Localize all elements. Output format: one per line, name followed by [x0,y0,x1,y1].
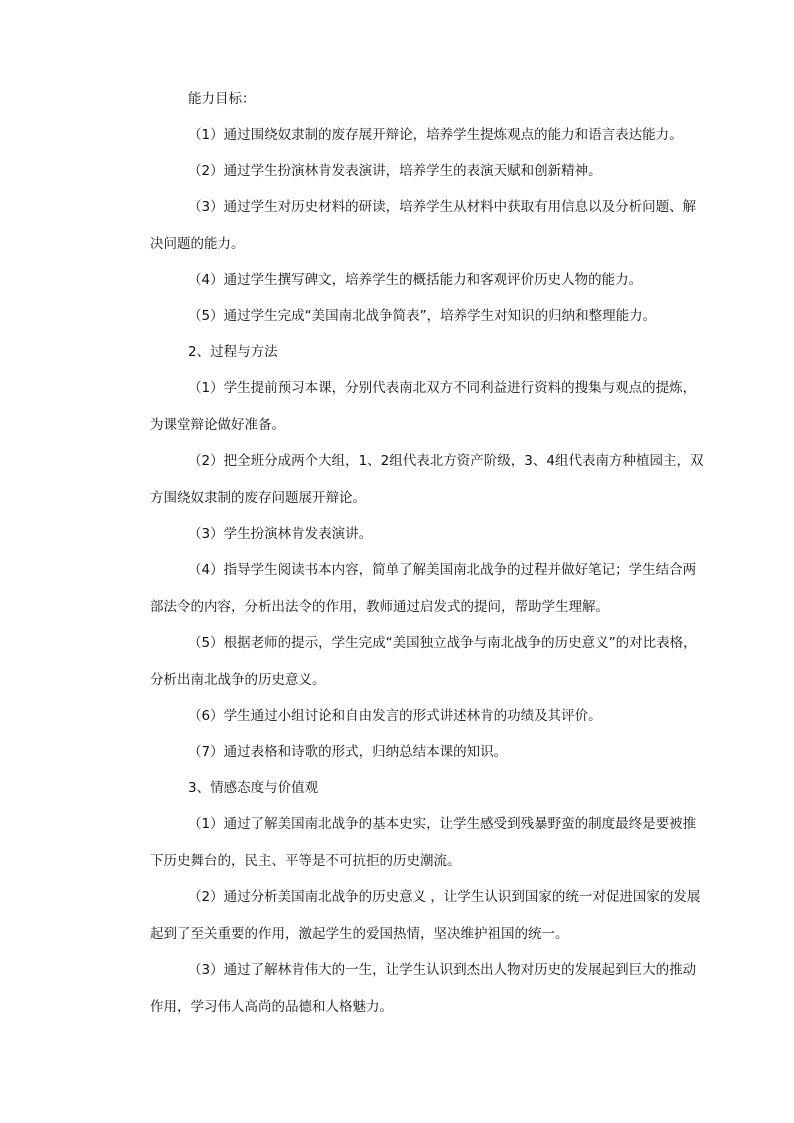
list-item [150,271,720,289]
section-heading: 2、过程与方法 [188,344,278,360]
list-item-continuation: 分析出南北战争的历史意义。 [150,672,326,688]
list-item-text: （1）通过围绕奴隶制的废存展开辩论，培养学生提炼观点的能力和语言表达能力。 [188,127,683,143]
section-heading: 能力目标： [188,91,256,107]
list-item [150,162,720,180]
list-item-text: （1）通过了解美国南北战争的基本史实，让学生感受到残暴野蛮的制度最终是要被推 [188,816,697,832]
list-item-continuation: 决问题的能力。 [150,236,245,252]
list-item [150,198,720,253]
list-item-text: （1）学生提前预习本课，分别代表南北双方不同利益进行资料的搜集与观点的提炼， [188,380,697,396]
list-item [150,307,720,325]
list-item-text: （5）通过学生完成“美国南北战争简表”，培养学生对知识的归纳和整理能力。 [188,308,657,324]
list-item-text: （2）通过学生扮演林肯发表演讲，培养学生的表演天赋和创新精神。 [188,163,602,179]
list-item-text: （3）通过了解林肯伟大的一生，让学生认识到杰出人物对历史的发展起到巨大的推动 [188,962,697,978]
list-item-text: （7）通过表格和诗歌的形式，归纳总结本课的知识。 [188,744,508,760]
list-item [150,743,720,761]
list-item-text: （4）通过学生撰写碑文，培养学生的概括能力和客观评价历史人物的能力。 [188,272,643,288]
list-item-continuation: 部法令的内容，分析出法令的作用，教师通过启发式的提问，帮助学生理解。 [150,599,609,615]
list-item [150,525,720,543]
list-item-text: （2）通过分析美国南北战争的历史意义 ，让学生认识到国家的统一对促进国家的发展 [188,889,701,905]
list-item [150,707,720,725]
list-item-text: （4）指导学生阅读书本内容，简单了解美国南北战争的过程并做好笔记；学生结合两 [188,562,697,578]
list-item [150,888,720,943]
list-item-text: （2）把全班分成两个大组，1、2组代表北方资产阶级，3、4组代表南方种植园主，双 [188,453,704,469]
list-item-continuation: 起到了至关重要的作用，激起学生的爱国热情，坚决维护祖国的统一。 [150,926,569,942]
list-item-text: （6）学生通过小组讨论和自由发言的形式讲述林肯的功绩及其评价。 [188,708,602,724]
list-item-continuation: 方围绕奴隶制的废存问题展开辩论。 [150,490,366,506]
list-item-text: （3）通过学生对历史材料的研读，培养学生从材料中获取有用信息以及分析问题、解 [188,199,697,215]
list-item-continuation: 作用，学习伟人高尚的品德和人格魅力。 [150,999,393,1015]
list-item-continuation: 下历史舞台的，民主、平等是不可抗拒的历史潮流。 [150,853,461,869]
list-item [150,126,720,144]
document-body [150,90,720,1034]
list-item [150,379,720,434]
list-item [150,961,720,1016]
list-item [150,815,720,870]
list-item [150,561,720,616]
list-item-text: （3）学生扮演林肯发表演讲。 [188,526,373,542]
list-item-continuation: 为课堂辩论做好准备。 [150,417,285,433]
list-item [150,452,720,507]
list-item-text: （5）根据老师的提示，学生完成“美国独立战争与南北战争的历史意义”的对比表格， [188,635,697,651]
list-item [150,634,720,689]
section-heading: 3、情感态度与价值观 [188,780,319,796]
